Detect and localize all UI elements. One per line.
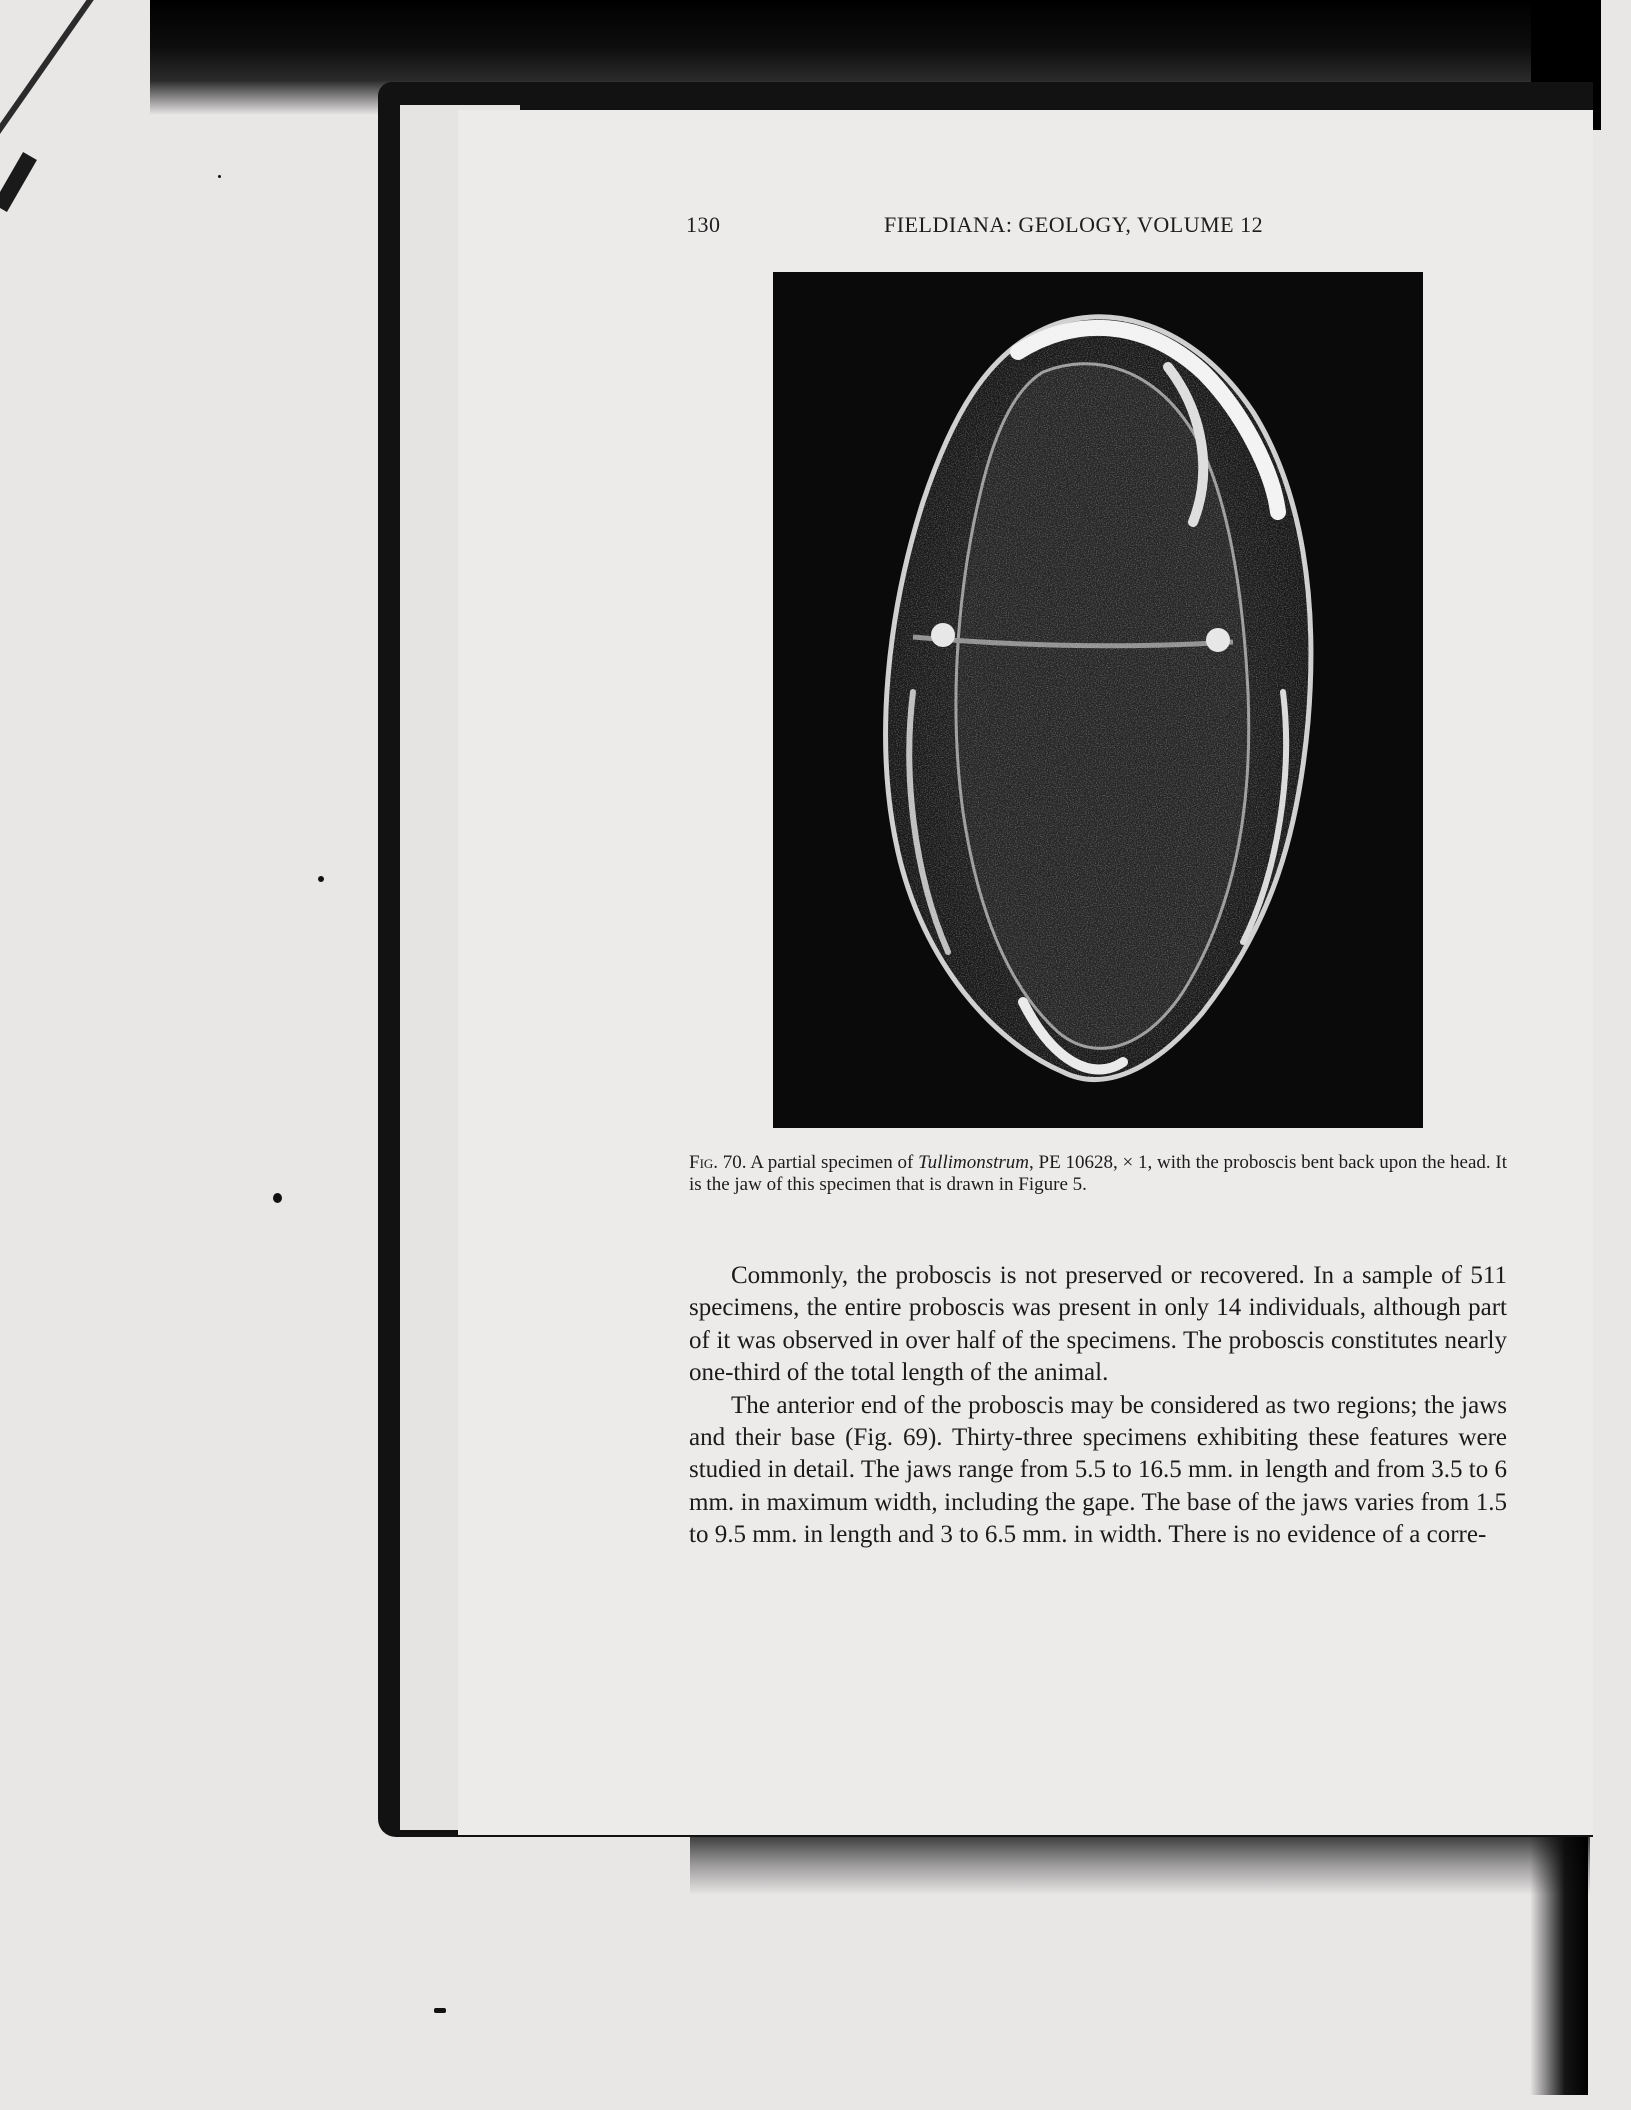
dust-speck [318, 876, 324, 882]
running-head [686, 212, 1316, 242]
scan-corner-edge [0, 0, 136, 145]
page-number: 130 [686, 212, 721, 237]
scan-shadow-bottom-right [1530, 1835, 1588, 2095]
caption-text: , PE 10628, × 1, with the proboscis bent back upon the head. It is the jaw of this specimen that is drawn in Figure 5. [689, 1152, 1508, 1195]
fossil-specimen-photo [773, 272, 1423, 1128]
scan-shadow-bottom [690, 1835, 1590, 1895]
figure-label: Fig. 70. [689, 1152, 747, 1173]
paragraph: Commonly, the proboscis is not preserved or recovered. In a sample of 511 specimens, the entire proboscis was present in only 14 individuals, although part of it was observed in over half of the specimens. The proboscis constitutes nearly one-third of the total length of the animal. [689, 1262, 1507, 1387]
body-text [689, 1260, 1507, 1552]
dust-speck [434, 2008, 446, 2013]
dust-speck [218, 175, 221, 178]
journal-title: FIELDIANA: GEOLOGY, VOLUME 12 [884, 212, 1264, 237]
figure-caption [689, 1152, 1507, 1196]
dust-speck [273, 1193, 282, 1203]
scan-corner-edge-mark [0, 152, 37, 212]
paragraph: The anterior end of the proboscis may be considered as two regions; the jaws and their base (Fig. 69). Thirty-three specimens exhibiting these features were studied in detail. The jaws range from 5.5 to 16.5 mm. in length and from 3.5 to 6 mm. in maximum width, including the gape. The base of the jaws varies from 1.5 to 9.5 mm. in length and 3 to 6.5 mm. in width. There is no evidence of a corre- [689, 1391, 1507, 1549]
genus-name: Tullimonstrum [918, 1152, 1030, 1173]
caption-text: A partial specimen of [746, 1152, 919, 1173]
